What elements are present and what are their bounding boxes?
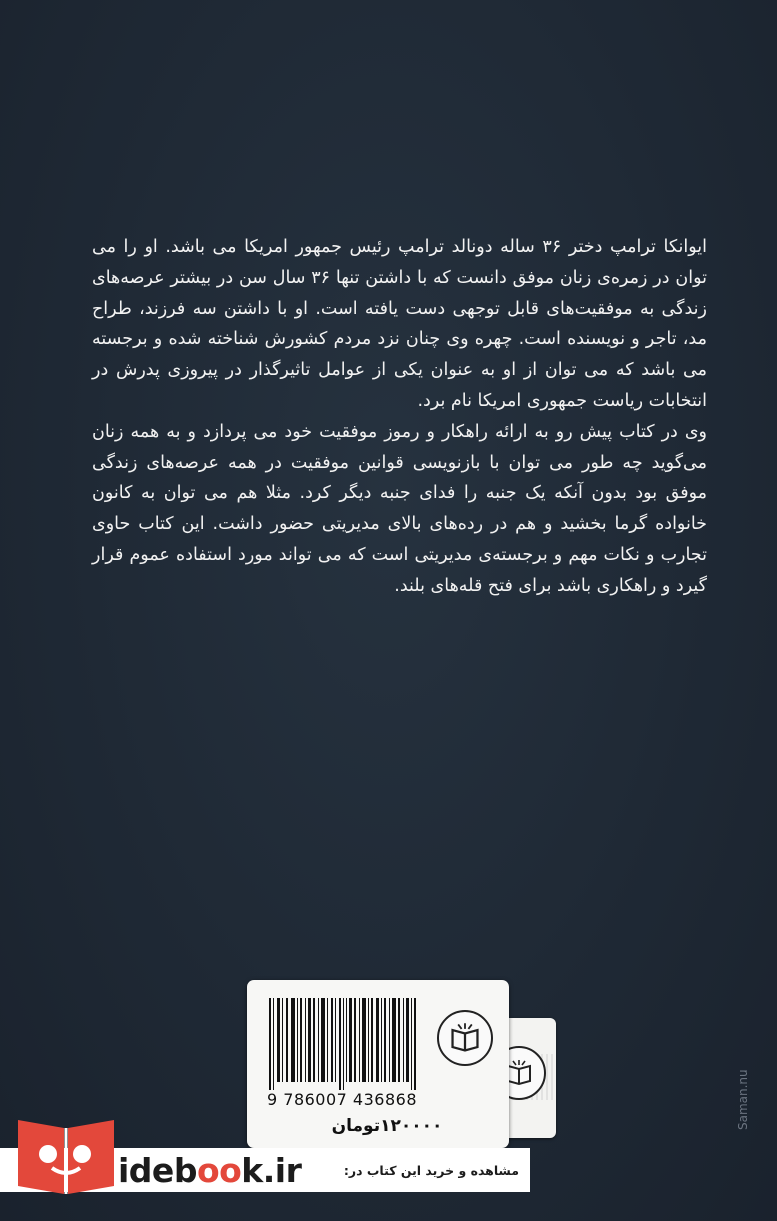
watermark-caption: مشاهده و خرید این کتاب در:: [343, 1163, 519, 1178]
open-book-icon: [12, 1110, 120, 1196]
side-watermark-text: Saman.nu: [736, 1069, 750, 1130]
price-sticker: [247, 980, 509, 1148]
brand-prefix: ideb: [118, 1151, 197, 1190]
price-label: ۱۲۰۰۰۰تومان: [331, 1116, 443, 1136]
isbn-number: 9 786007 436868: [267, 1090, 418, 1109]
barcode: [269, 998, 417, 1090]
brand-suffix: k.ir: [241, 1151, 302, 1190]
brand-oo: oo: [196, 1151, 242, 1190]
blurb-paragraph-2: وی در کتاب پیش رو به ارائه راهکار و رموز موفقیت خود می پردازد و به همه زنان می‌گوید چه طور می توان با بازنویسی قوانین موفقیت در همه عرصه‌های زندگی موفق بود بدون آنکه یک جنبه را فدای جنبه دیگر کرد. مثلا هم می توان به کانون خانواده گرما بخشید و هم در رده‌های بالای مدیریتی حضور داشت. این کتاب حاوی تجارب و نکات مهم و برجسته‌ی مدیریتی است که می تواند مورد استفاده عموم قرار گیرد و راهکاری باشد برای فتح قله‌های بلند.: [92, 421, 707, 596]
blurb-paragraph-1: ایوانکا ترامپ دختر ۳۶ ساله دونالد ترامپ رئیس جمهور امریکا می باشد. او را می توان در زمره‌ی زنان موفق دانست که با داشتن تنها ۳۶ سال سن در بیشتر عرصه‌های زندگی به موفقیت‌های قابل توجهی دست یافته است. او با داشتن سه فرزند، طراح مد، تاجر و نویسنده است. چهره وی چنان نزد مردم کشورش شناخته شده و برجسته می باشد که می توان از او به عنوان یکی از عوامل تاثیرگذار در پیروزی پدرش در انتخابات ریاست جمهوری امریکا نام برد.: [92, 237, 707, 411]
book-logo-icon: [437, 1010, 493, 1066]
side-watermark: [736, 1069, 754, 1190]
blurb-text: [92, 232, 707, 602]
idebook-brand[interactable]: [118, 1149, 301, 1193]
